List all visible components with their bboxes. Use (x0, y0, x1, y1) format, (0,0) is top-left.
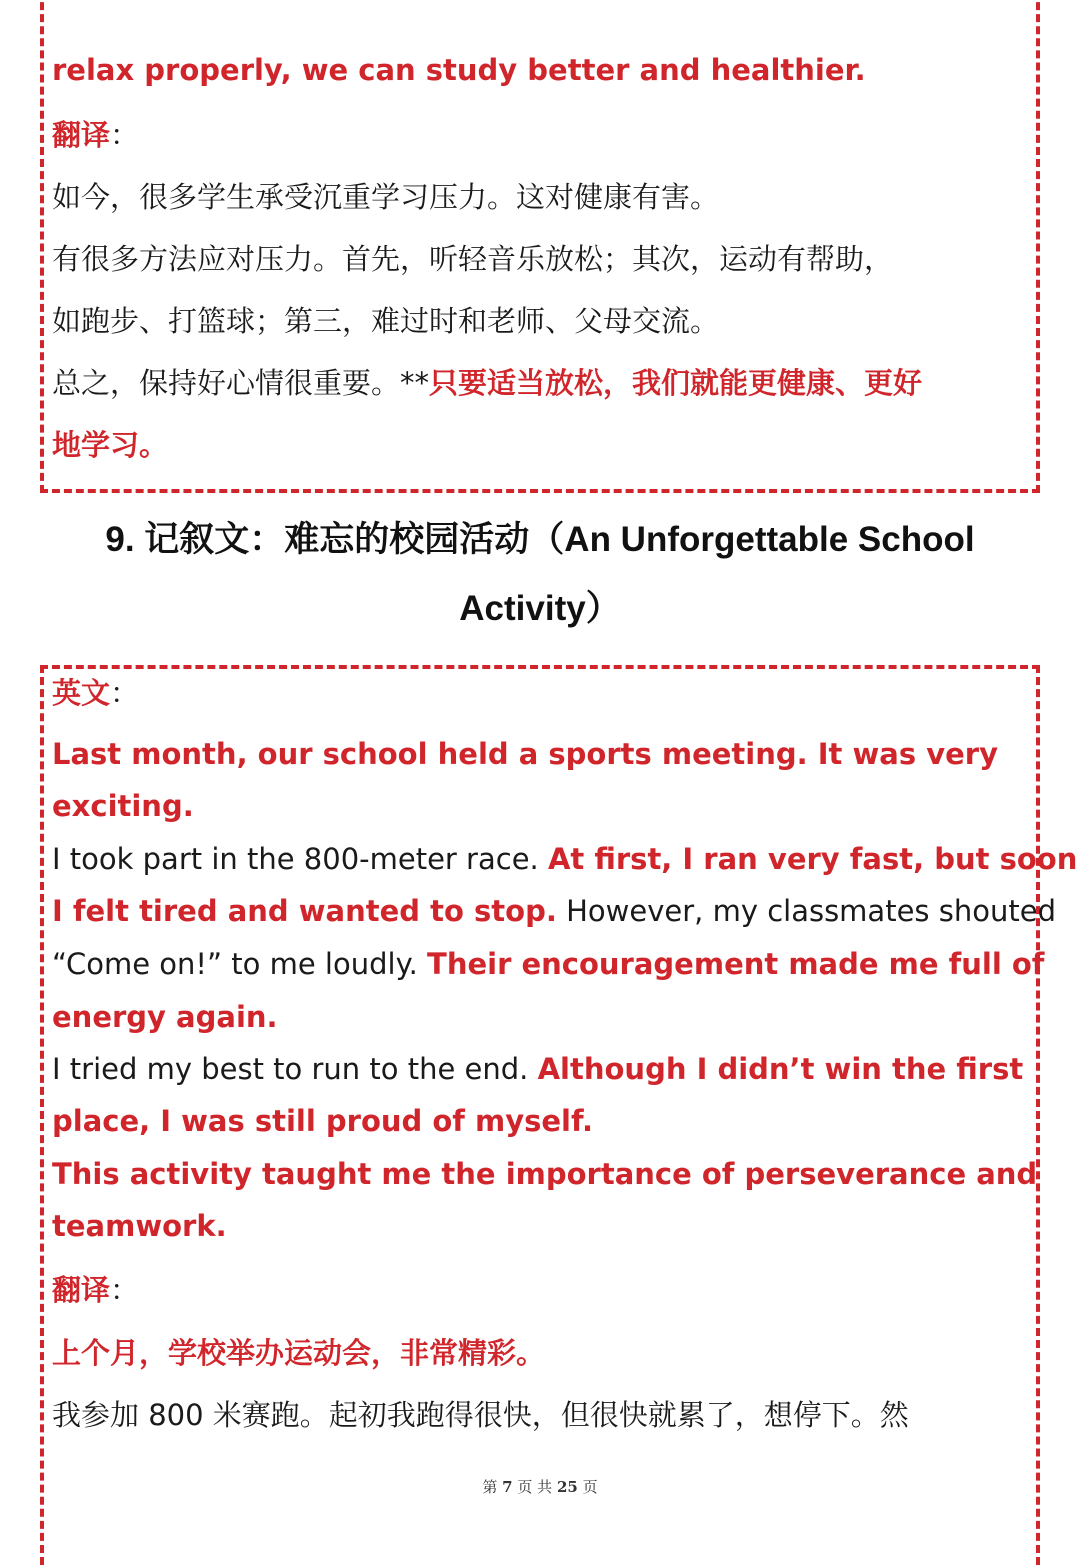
colon: ： (110, 1273, 140, 1307)
english-line-3-plain: I took part in the 800-meter race. (52, 842, 548, 876)
english-line-10: teamwork. (52, 1209, 227, 1243)
english-line-5-red: Their encouragement made me full of (427, 947, 1045, 981)
english-line-4-plain: However, my classmates shouted (556, 894, 1056, 928)
footer-middle: 页 共 (517, 1478, 553, 1496)
translation-label-row-2 (52, 1270, 139, 1310)
english-line-3-red: At first, I ran very fast, but soon (547, 842, 1078, 876)
english-line-6: energy again. (52, 1000, 278, 1034)
english-label: 英文 (52, 676, 111, 710)
english-line-5 (52, 944, 1044, 984)
section-heading-line-2: Activity） (459, 589, 621, 628)
chinese-line-1: 如今，很多学生承受沉重学习压力。这对健康有害。 (52, 180, 720, 214)
colon: ： (110, 676, 140, 710)
english-line-9: This activity taught me the importance of perseverance and (52, 1157, 1038, 1191)
page-footer (0, 1476, 1080, 1497)
english-line-7-red: Although I didn’t win the first (537, 1052, 1024, 1086)
english-line-4 (52, 891, 1056, 931)
english-line-3 (52, 839, 1077, 879)
english-line-7-plain: I tried my best to run to the end. (52, 1052, 538, 1086)
english-line-4-red: I felt tired and wanted to stop. (52, 894, 557, 928)
chinese-line-4-red: 只要适当放松，我们就能更健康、更好 (429, 366, 923, 400)
translation-label: 翻译 (52, 118, 111, 152)
chinese-translation-line-2: 我参加 800 米赛跑。起初我跑得很快，但很快就累了，想停下。然 (52, 1398, 909, 1432)
chinese-line-2: 有很多方法应对压力。首先，听轻音乐放松；其次，运动有帮助， (52, 242, 894, 276)
section-heading-line-1: 9. 记叙文：难忘的校园活动（An Unforgettable School (105, 520, 975, 559)
english-line-8: place, I was still proud of myself. (52, 1104, 594, 1138)
english-tail-line: relax properly, we can study better and healthier. (52, 53, 866, 87)
footer-prefix: 第 (482, 1478, 498, 1496)
translation-label-2: 翻译 (52, 1273, 111, 1307)
total-pages: 25 (556, 1478, 578, 1496)
english-line-1: Last month, our school held a sports meeting. It was very (52, 737, 998, 771)
colon: ： (110, 118, 140, 152)
english-line-5-plain: “Come on!” to me loudly. (52, 947, 428, 981)
chinese-line-5: 地学习。 (52, 428, 169, 462)
chinese-translation-line-1: 上个月，学校举办运动会，非常精彩。 (52, 1336, 546, 1370)
english-line-2: exciting. (52, 789, 194, 823)
english-line-7 (52, 1049, 1023, 1089)
chinese-line-3: 如跑步、打篮球；第三，难过时和老师、父母交流。 (52, 304, 720, 338)
translation-label-row (52, 115, 139, 155)
footer-suffix: 页 (582, 1478, 598, 1496)
chinese-line-4-plain: 总之，保持好心情很重要。** (52, 366, 430, 400)
current-page: 7 (502, 1478, 513, 1496)
chinese-line-4 (52, 363, 922, 403)
english-label-row (52, 673, 139, 713)
